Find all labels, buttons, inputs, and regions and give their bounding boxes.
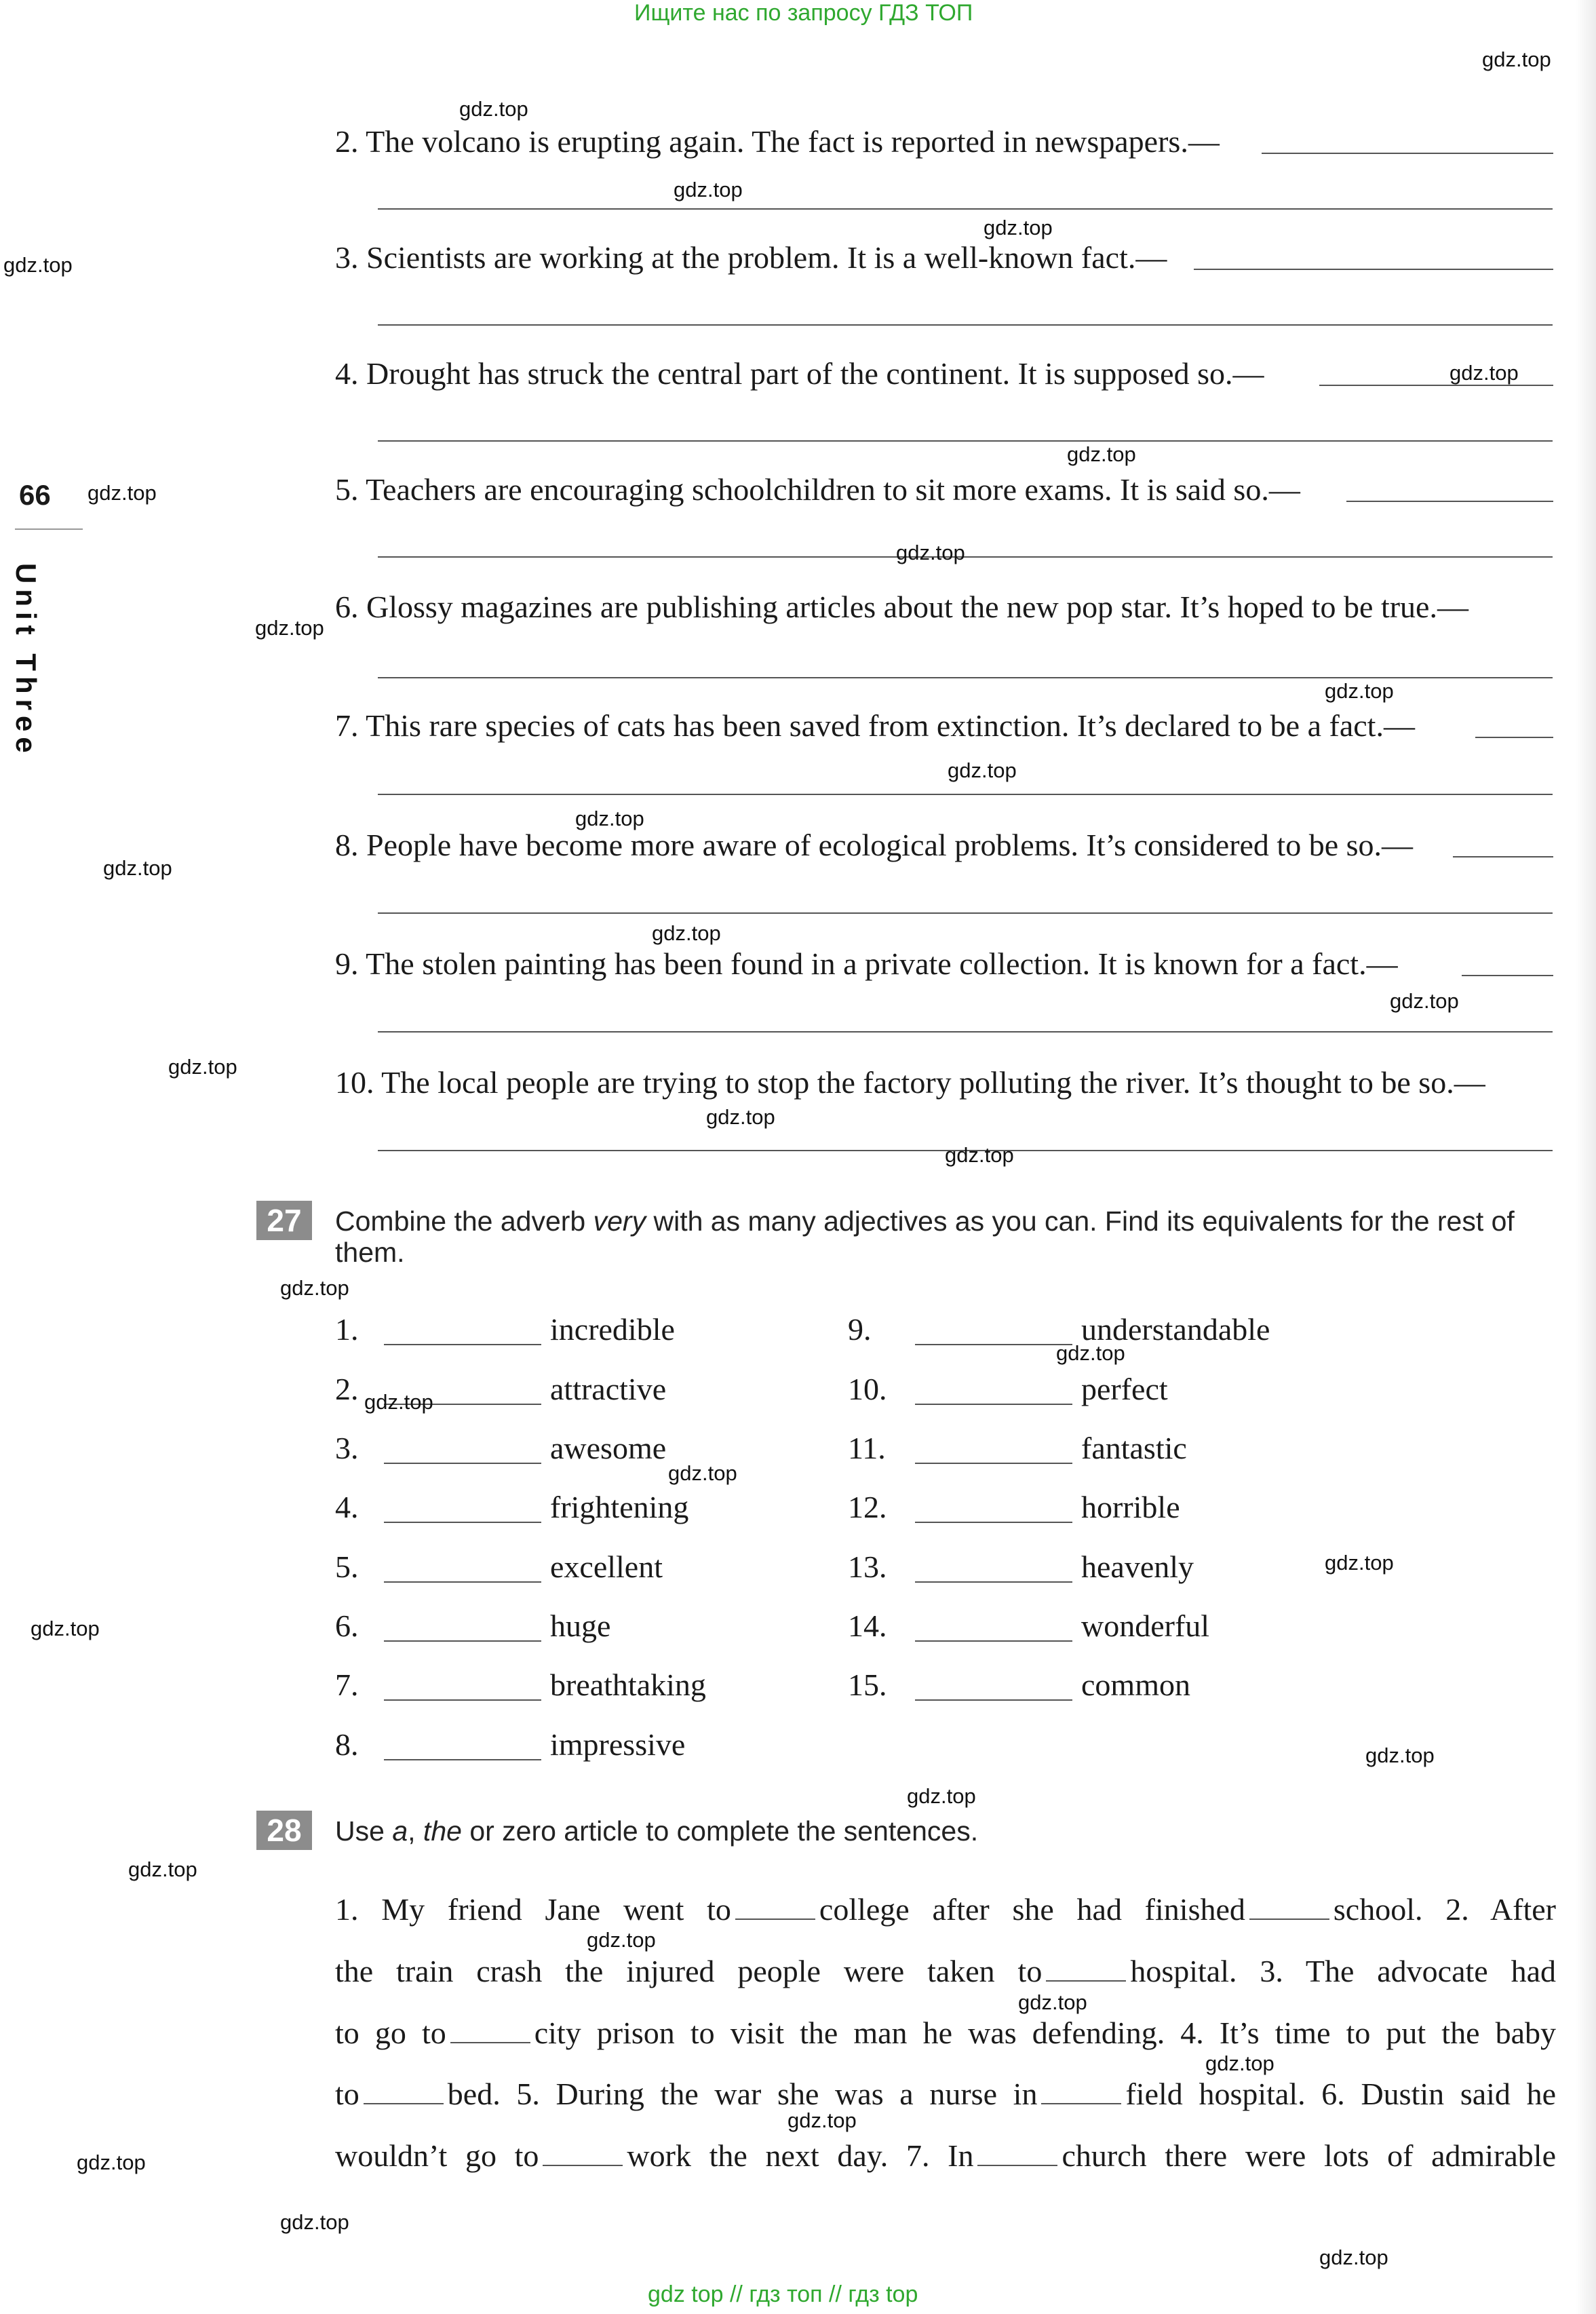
text-fragment: church there were lots of admirable xyxy=(1062,2138,1556,2173)
instruction-text: Use xyxy=(335,1815,393,1847)
item-adjective: wonderful xyxy=(1081,1608,1210,1643)
ex26-item-3 xyxy=(335,239,1167,275)
answer-blank[interactable] xyxy=(384,1463,541,1464)
item-number: 4. xyxy=(335,1490,359,1524)
text-fragment: work the next day. 7. In xyxy=(627,2138,974,2173)
instruction-text: with as many adjectives as you can. Find its equivalents for the rest of them. xyxy=(335,1206,1515,1268)
item-adjective: fantastic xyxy=(1081,1431,1187,1465)
answer-blank[interactable] xyxy=(543,2140,623,2166)
watermark[interactable]: gdz.top xyxy=(364,1390,433,1414)
text-fragment: 1. My friend Jane went to xyxy=(335,1892,731,1927)
watermark[interactable]: gdz.top xyxy=(575,807,644,830)
text-fragment: wouldn’t go to xyxy=(335,2138,539,2173)
answer-blank[interactable] xyxy=(364,2079,444,2104)
watermark[interactable]: gdz.top xyxy=(1205,2051,1274,2075)
item-number: 6. xyxy=(335,1608,359,1643)
watermark[interactable]: gdz.top xyxy=(948,758,1017,782)
watermark[interactable]: gdz.top xyxy=(1325,679,1394,703)
watermark[interactable]: gdz.top xyxy=(587,1928,656,1952)
watermark[interactable]: gdz.top xyxy=(907,1784,976,1808)
watermark[interactable]: gdz.top xyxy=(3,253,73,277)
item-number: 12. xyxy=(848,1490,887,1524)
exercise-instruction xyxy=(335,1815,1563,1847)
watermark[interactable]: gdz.top xyxy=(652,921,721,945)
item-adjective: huge xyxy=(550,1608,611,1643)
answer-blank[interactable] xyxy=(1462,975,1553,976)
ex26-item-text: This rare species of cats has been saved from extinction. It’s declared to be a fact.— xyxy=(366,708,1415,743)
ex26-item-6 xyxy=(335,589,1468,625)
watermark[interactable]: gdz.top xyxy=(896,541,965,564)
answer-blank[interactable] xyxy=(1041,2079,1121,2104)
answer-blank[interactable] xyxy=(1194,269,1553,270)
watermark[interactable]: gdz.top xyxy=(255,616,324,640)
instruction-emphasis: the xyxy=(423,1815,462,1847)
watermark[interactable]: gdz.top xyxy=(280,2210,349,2234)
ex26-item-number: 6. xyxy=(335,590,359,624)
exercise-instruction xyxy=(335,1206,1563,1268)
text-fragment: to xyxy=(335,2077,359,2111)
answer-line[interactable] xyxy=(378,556,1553,558)
item-number: 11. xyxy=(848,1431,886,1465)
watermark[interactable]: gdz.top xyxy=(945,1143,1014,1167)
watermark[interactable]: gdz.top xyxy=(706,1105,775,1129)
text-fragment: field hospital. 6. Dustin said he xyxy=(1125,2077,1557,2111)
item-adjective: common xyxy=(1081,1667,1190,1702)
answer-blank[interactable] xyxy=(915,1581,1072,1583)
text-fragment: city prison to visit the man he was defending. 4. It’s time to put the baby xyxy=(534,2016,1556,2050)
item-number: 3. xyxy=(335,1431,359,1465)
bottom-banner[interactable]: gdz top // гдз топ // гдз top xyxy=(648,2281,918,2307)
exercise-number-badge: 27 xyxy=(256,1201,312,1240)
item-adjective: heavenly xyxy=(1081,1549,1194,1584)
answer-line[interactable] xyxy=(378,794,1553,795)
item-number: 14. xyxy=(848,1608,887,1643)
answer-blank[interactable] xyxy=(1346,501,1553,502)
ex26-item-text: Glossy magazines are publishing articles about the new pop star. It’s hoped to be true.— xyxy=(366,590,1468,624)
watermark[interactable]: gdz.top xyxy=(128,1857,197,1881)
item-adjective: understandable xyxy=(1081,1312,1270,1347)
answer-blank[interactable] xyxy=(915,1344,1072,1345)
instruction-emphasis: a xyxy=(392,1815,408,1847)
item-adjective: breathtaking xyxy=(550,1667,706,1702)
answer-blank[interactable] xyxy=(450,2018,530,2043)
instruction-text: , xyxy=(408,1815,423,1847)
item-number: 15. xyxy=(848,1667,887,1702)
watermark[interactable]: gdz.top xyxy=(1067,442,1136,466)
watermark[interactable]: gdz.top xyxy=(1056,1341,1125,1365)
answer-blank[interactable] xyxy=(384,1759,541,1760)
ex26-item-2 xyxy=(335,123,1220,159)
answer-blank[interactable] xyxy=(384,1581,541,1583)
item-number: 2. xyxy=(335,1372,359,1406)
item-number: 8. xyxy=(335,1727,359,1762)
watermark[interactable]: gdz.top xyxy=(787,2108,857,2132)
answer-blank[interactable] xyxy=(977,2140,1057,2166)
ex28-line-5 xyxy=(335,2125,1556,2186)
watermark[interactable]: gdz.top xyxy=(87,481,157,505)
watermark[interactable]: gdz.top xyxy=(77,2151,146,2174)
answer-blank[interactable] xyxy=(1046,1956,1126,1982)
ex26-item-number: 3. xyxy=(335,240,359,275)
answer-blank[interactable] xyxy=(915,1640,1072,1642)
top-banner[interactable]: Ищите нас по запросу ГДЗ ТОП xyxy=(634,0,973,26)
item-adjective: excellent xyxy=(550,1549,663,1584)
answer-blank[interactable] xyxy=(384,1344,541,1345)
ex26-item-text: Drought has struck the central part of the continent. It is supposed so.— xyxy=(366,356,1264,391)
answer-line[interactable] xyxy=(378,440,1553,442)
watermark[interactable]: gdz.top xyxy=(674,178,743,201)
answer-line[interactable] xyxy=(378,677,1553,678)
watermark[interactable]: gdz.top xyxy=(668,1461,737,1485)
answer-blank[interactable] xyxy=(384,1522,541,1523)
ex26-item-5 xyxy=(335,471,1300,507)
ex26-item-number: 2. xyxy=(335,124,359,159)
answer-blank[interactable] xyxy=(1249,1894,1329,1920)
watermark[interactable]: gdz.top xyxy=(31,1617,100,1640)
item-number: 10. xyxy=(848,1372,887,1406)
watermark[interactable]: gdz.top xyxy=(103,856,172,880)
ex26-item-10 xyxy=(335,1064,1485,1100)
watermark[interactable]: gdz.top xyxy=(459,97,528,121)
page-number: 66 xyxy=(19,479,51,511)
ex26-item-number: 8. xyxy=(335,828,359,862)
watermark[interactable]: gdz.top xyxy=(1390,989,1459,1013)
item-adjective: frightening xyxy=(550,1490,689,1524)
ex26-item-text: Scientists are working at the problem. It is a well-known fact.— xyxy=(366,240,1167,275)
item-adjective: awesome xyxy=(550,1431,667,1465)
unit-label: Unit Three xyxy=(10,563,42,758)
answer-line[interactable] xyxy=(378,912,1553,914)
watermark[interactable]: gdz.top xyxy=(1018,1990,1087,2014)
text-fragment: school. 2. After xyxy=(1333,1892,1556,1927)
answer-blank[interactable] xyxy=(735,1894,815,1920)
watermark[interactable]: gdz.top xyxy=(1319,2245,1388,2269)
item-adjective: incredible xyxy=(550,1312,675,1347)
ex26-item-8 xyxy=(335,827,1413,863)
page-edge-shadow xyxy=(1576,0,1596,2314)
watermark[interactable]: gdz.top xyxy=(1325,1551,1394,1575)
ex26-item-number: 5. xyxy=(335,472,359,507)
instruction-emphasis: very xyxy=(593,1206,646,1237)
watermark[interactable]: gdz.top xyxy=(1449,361,1519,385)
text-fragment: hospital. 3. The advocate had xyxy=(1130,1954,1556,1988)
answer-blank[interactable] xyxy=(915,1463,1072,1464)
ex26-item-9 xyxy=(335,946,1398,982)
instruction-text: or zero article to complete the sentences. xyxy=(461,1815,979,1847)
text-fragment: to go to xyxy=(335,2016,446,2050)
watermark[interactable]: gdz.top xyxy=(280,1276,349,1300)
item-adjective: impressive xyxy=(550,1727,686,1762)
ex28-line-2 xyxy=(335,1940,1556,2002)
ex28-line-3 xyxy=(335,2002,1556,2064)
item-number: 13. xyxy=(848,1549,887,1584)
ex26-item-text: The local people are trying to stop the factory polluting the river. It’s thought to be so.— xyxy=(381,1065,1485,1100)
ex26-item-text: Teachers are encouraging schoolchildren to sit more exams. It is said so.— xyxy=(366,472,1300,507)
text-fragment: the train crash the injured people were taken to xyxy=(335,1954,1043,1988)
answer-blank[interactable] xyxy=(384,1640,541,1642)
answer-blank[interactable] xyxy=(915,1699,1072,1701)
ex26-item-number: 10. xyxy=(335,1065,374,1100)
answer-line[interactable] xyxy=(378,208,1553,210)
ex26-item-number: 4. xyxy=(335,356,359,391)
text-fragment: college after she had finished xyxy=(819,1892,1245,1927)
watermark[interactable]: gdz.top xyxy=(984,216,1053,239)
item-number: 9. xyxy=(848,1312,872,1347)
watermark[interactable]: gdz.top xyxy=(1365,1743,1435,1767)
answer-line[interactable] xyxy=(378,1031,1553,1033)
item-adjective: horrible xyxy=(1081,1490,1180,1524)
ex26-item-text: People have become more aware of ecological problems. It’s considered to be so.— xyxy=(366,828,1414,862)
answer-line[interactable] xyxy=(378,324,1553,326)
answer-blank[interactable] xyxy=(915,1522,1072,1523)
watermark[interactable]: gdz.top xyxy=(168,1055,237,1079)
text-fragment: bed. 5. During the war she was a nurse in xyxy=(447,2077,1038,2111)
instruction-text: Combine the adverb xyxy=(335,1206,593,1237)
ex26-item-number: 7. xyxy=(335,708,359,743)
ex26-item-7 xyxy=(335,708,1415,744)
ex26-item-text: The volcano is erupting again. The fact is reported in newspapers.— xyxy=(366,124,1220,159)
item-number: 1. xyxy=(335,1312,359,1347)
ex28-line-4 xyxy=(335,2063,1556,2125)
item-adjective: perfect xyxy=(1081,1372,1168,1406)
answer-blank[interactable] xyxy=(1453,856,1553,857)
answer-blank[interactable] xyxy=(915,1404,1072,1405)
answer-blank[interactable] xyxy=(1475,737,1553,738)
item-number: 7. xyxy=(335,1667,359,1702)
item-number: 5. xyxy=(335,1549,359,1584)
answer-blank[interactable] xyxy=(1262,153,1553,154)
ex28-line-1 xyxy=(335,1878,1556,1940)
watermark[interactable]: gdz.top xyxy=(1482,47,1551,71)
page-number-rule xyxy=(15,528,83,530)
ex26-item-text: The stolen painting has been found in a private collection. It is known for a fact.— xyxy=(366,946,1398,981)
exercise-number-badge: 28 xyxy=(256,1811,312,1850)
item-adjective: attractive xyxy=(550,1372,667,1406)
ex26-item-4 xyxy=(335,355,1264,391)
answer-blank[interactable] xyxy=(384,1699,541,1701)
ex26-item-number: 9. xyxy=(335,946,359,981)
